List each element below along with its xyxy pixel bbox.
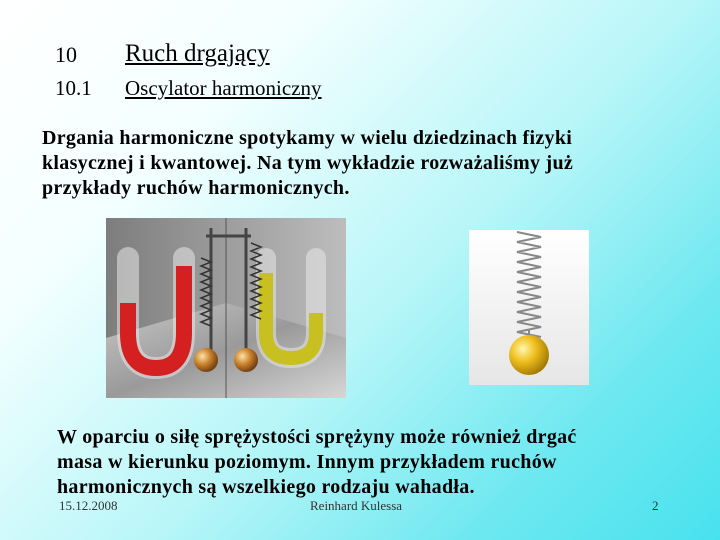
intro-line-3: przykłady ruchów harmonicznych. <box>42 177 350 199</box>
intro-line-2: klasycznej i kwantowej. Na tym wykładzie rozważaliśmy już <box>42 152 574 174</box>
footer-date: 15.12.2008 <box>59 498 118 513</box>
footer-page-number: 2 <box>652 498 659 513</box>
detail-paragraph <box>57 425 577 500</box>
detail-line-2: masa w kierunku poziomym. Innym przykładem ruchów <box>57 451 557 473</box>
subsection-title: Oscylator harmoniczny <box>125 76 322 100</box>
detail-line-1: W oparciu o siłę sprężystości sprężyny może również drgać <box>57 426 577 448</box>
intro-paragraph <box>42 126 573 201</box>
u-tube-oscillators-image <box>106 218 346 398</box>
section-title: Ruch drgający <box>125 40 270 67</box>
intro-line-1: Drgania harmoniczne spotykamy w wielu dziedzinach fizyki <box>42 127 573 149</box>
spring-mass-image <box>469 230 589 385</box>
detail-line-3: harmonicznych są wszelkiego rodzaju wahadła. <box>57 476 475 498</box>
subsection-number: 10.1 <box>55 76 92 100</box>
section-number: 10 <box>55 42 77 67</box>
footer-author: Reinhard Kulessa <box>310 498 403 513</box>
